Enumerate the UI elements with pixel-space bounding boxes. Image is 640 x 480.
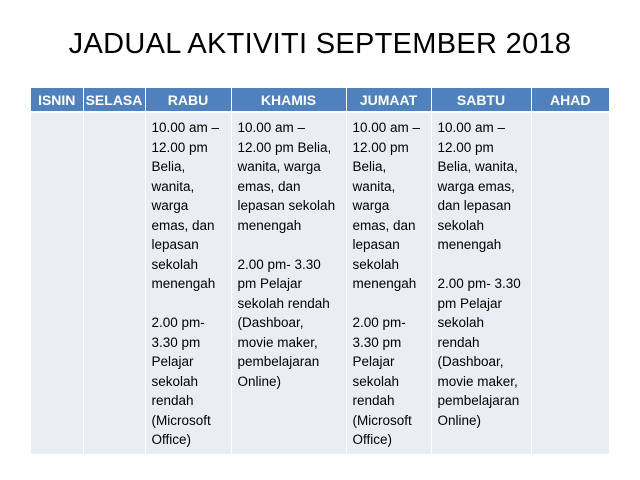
- rabu-session-morning: 10.00 am – 12.00 pm Belia, wanita, warga emas, dan lepasan sekolah menengah: [151, 120, 220, 291]
- header-row: [31, 88, 609, 112]
- header-isnin: ISNIN: [31, 88, 83, 112]
- rabu-session-afternoon: 2.00 pm- 3.30 pm Pelajar sekolah rendah (Microsoft Office): [151, 315, 211, 447]
- header-ahad: AHAD: [531, 88, 609, 112]
- cell-khamis: [231, 112, 346, 454]
- khamis-session-afternoon: 2.00 pm- 3.30 pm Pelajar sekolah rendah (Dashboar, movie maker, pembelajaran Online): [237, 256, 330, 389]
- cell-ahad: [531, 112, 609, 454]
- schedule-table: [31, 88, 609, 454]
- jumaat-session-morning: 10.00 am – 12.00 pm Belia, wanita, warga emas, dan lepasan sekolah menengah: [352, 120, 421, 291]
- cell-rabu: [145, 112, 231, 454]
- khamis-session-morning: 10.00 am – 12.00 pm Belia, wanita, warga emas, dan lepasan sekolah menengah: [237, 120, 336, 233]
- header-jumaat: JUMAAT: [346, 88, 431, 112]
- page-title: JADUAL AKTIVITI SEPTEMBER 2018: [68, 28, 572, 60]
- cell-jumaat: [346, 112, 431, 454]
- cell-isnin: [31, 112, 83, 454]
- header-khamis: KHAMIS: [231, 88, 346, 112]
- sabtu-session-morning: 10.00 am – 12.00 pm Belia, wanita, warga emas, dan lepasan sekolah menengah: [437, 120, 518, 252]
- schedule-row: [31, 112, 609, 454]
- jumaat-session-afternoon: 2.00 pm- 3.30 pm Pelajar sekolah rendah (Microsoft Office): [352, 315, 412, 447]
- cell-selasa: [83, 112, 145, 454]
- header-sabtu: SABTU: [431, 88, 531, 112]
- cell-sabtu: [431, 112, 531, 454]
- header-selasa: SELASA: [83, 88, 145, 112]
- sabtu-session-afternoon: 2.00 pm- 3.30 pm Pelajar sekolah rendah (Dashboar, movie maker, pembelajaran Online): [437, 276, 521, 428]
- header-rabu: RABU: [145, 88, 231, 112]
